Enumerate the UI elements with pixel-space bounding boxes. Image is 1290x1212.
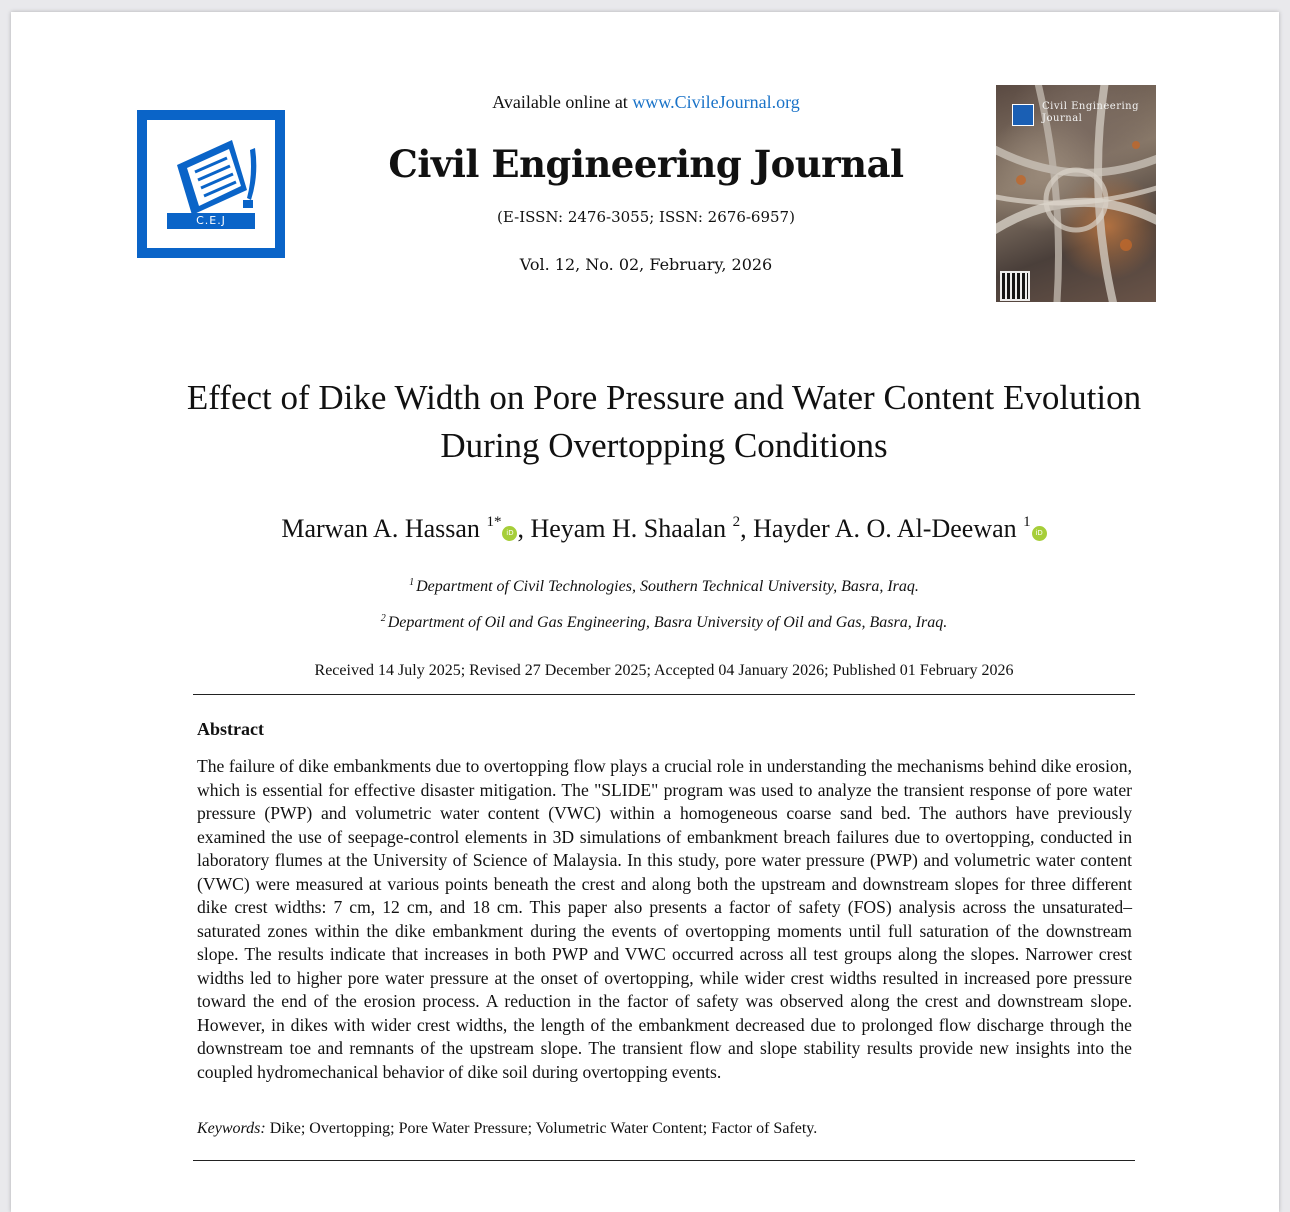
author-affiliation-mark: 1*	[486, 514, 502, 530]
issn-line: (E-ISSN: 2476-3055; ISSN: 2676-6957)	[497, 208, 795, 226]
author-name: Hayder A. O. Al-Deewan	[753, 514, 1017, 543]
journal-website-link[interactable]: www.CivileJournal.org	[632, 92, 800, 112]
journal-cover-image	[996, 85, 1156, 302]
keywords-line	[197, 1120, 817, 1138]
author-list: Marwan A. Hassan $^{1*}$iD , Heyam H. Shaalan $^2$, Hayder A. O. Al-Deewan $^1$iD	[181, 514, 1147, 544]
affiliation-1: $^1$ Department of Civil Technologies, Southern Technical University, Basra, Iraq.	[409, 577, 919, 595]
orcid-icon[interactable]: iD	[502, 526, 517, 541]
cover-logo-icon	[1012, 104, 1034, 126]
affiliation-2: $^2$ Department of Oil and Gas Engineering, Basra University of Oil and Gas, Basra, Iraq.	[380, 613, 948, 631]
logo-label: C.E.J	[167, 213, 255, 229]
qr-code-icon	[1000, 271, 1030, 301]
abstract-body: The failure of dike embankments due to overtopping flow plays a crucial role in understanding the mechanisms behind dike erosion, which is essential for effective disaster mitigation. The "SLIDE" program was used to analyze the transient response of pore water pressure (PWP) and volumetric water content (VWC) within a homogeneous coarse sand bed. The authors have previously examined the use of seepage-control elements in 3D simulations of embankment breach failures due to overtopping, conducted in laboratory flumes at the University of Science of Malaysia. In this study, pore water pressure (PWP) and volumetric water content (VWC) were measured at various points beneath the crest and along both the upstream and downstream slopes for three different dike crest widths: 7 cm, 12 cm, and 18 cm. This paper also presents a factor of safety (FOS) analysis across the unsaturated–saturated zones within the dike embankment during the events of overtopping moments until full saturation of the downstream slope. The results indicate that increases in both PWP and VWC occurred across all test groups along the slopes. Narrower crest widths led to higher pore water pressure at the onset of overtopping, while wider crest widths resulted in increased pore pressure toward the end of the erosion process. A reduction in the factor of safety was observed along the crest and downstream slope. However, in dikes with wider crest widths, the length of the embankment decreased due to prolonged flow discharge through the downstream toe and remnants of the upstream slope. The transient flow and slope stability results provide new insights into the coupled hydromechanical behavior of dike soil during overtopping events.	[197, 756, 1132, 1082]
paper-page	[11, 12, 1279, 1212]
author-affiliation-mark: 1	[1023, 514, 1031, 530]
orcid-icon[interactable]: iD	[1032, 526, 1047, 541]
author-affiliation-mark: 2	[732, 514, 741, 530]
article-title: Effect of Dike Width on Pore Pressure and Water Content Evolution During Overtopping Conditions	[186, 378, 1142, 465]
keywords-label: Keywords:	[197, 1120, 266, 1137]
author-name: Heyam H. Shaalan	[530, 514, 727, 543]
volume-line: Vol. 12, No. 02, February, 2026	[519, 255, 773, 274]
publication-dates: Received 14 July 2025; Revised 27 December 2025; Accepted 04 January 2026; Published 01 February 2026	[314, 662, 1014, 679]
author-name: Marwan A. Hassan	[281, 514, 480, 543]
cover-title: Civil Engineering Journal	[1042, 101, 1140, 124]
keywords-list: Dike; Overtopping; Pore Water Pressure; Volumetric Water Content; Factor of Safety.	[269, 1120, 818, 1137]
journal-title: Civil Engineering Journal	[388, 142, 904, 186]
available-prefix: Available online at	[492, 92, 628, 112]
divider-bottom	[193, 1160, 1135, 1161]
availability-line	[311, 92, 981, 113]
divider-top	[193, 694, 1135, 695]
abstract-heading: Abstract	[197, 719, 264, 739]
journal-logo	[137, 110, 285, 258]
